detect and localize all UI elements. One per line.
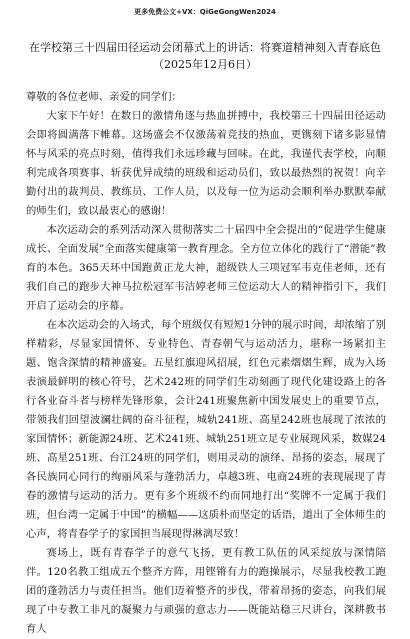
salutation: 尊敬的各位老师、亲爱的同学们：: [26, 91, 182, 103]
paragraph-greeting: 大家下午好！在数日的激情角逐与热血拼搏中，我校第三十四届田径运动会即将圆满落下帷幕。这场盛会不仅激荡着竞技的热血，更镌刻下诸多影显情怀与风采的亮点时刻，值得我们永远珍藏与回味。在此，我谨代表学校，向顺利完成各项赛事、斩获优异成绩的班级和运动员们，致以最热烈的祝贺！向辛勤付出的裁判员、教练员、工作人员，以及每一位为运动会顺利举办默默奉献的师生们，致以最衷心的感谢！: [26, 110, 386, 217]
document-body: [26, 88, 386, 639]
document-date: （2025年12月6日）: [153, 58, 257, 71]
header-note: 更多免费公文+VX：QiGeGongWen2024: [134, 8, 276, 16]
document-title: 在学校第三十四届田径运动会闭幕式上的讲话：将赛道精神刻入青春底色: [29, 41, 381, 54]
paragraph-opening: 本次运动会的系列活动深入贯彻落实二十届四中全会提出的“促进学生健康成长、全面发展”全面落实健康第一教育理念。全方位立体化的践行了“潜能”教育的本色。365天环中国跑黄正龙大神，超级铁人三项冠军韦克佳老师，还有我们自己的跑步大神马拉松冠军韦洁婷老师三位运动大人的精神指引下，我们开启了运动会的序幕。: [26, 224, 386, 312]
paragraph-entrance-ceremony: 在本次运动会的入场式，每个班级仅有短短1分钟的展示时间，却浓缩了别样精彩，尽显家国情怀、专业特色、青春朝气与运动活力，堪称一场紧扣主题、饱含深情的精神盛宴。五星红旗迎风招展，红色元素熠熠生辉，成为入场表演最鲜明的核心符号，艺术242班的同学们生动刻画了现代化建设路上的各行各业奋斗者与榜样先锋形象，会计241班聚焦新中国发展史上的重要节点，带领我们回望波澜壮阔的奋斗征程，城轨241班、高星242班也展现了浓浓的家国情怀；新能源24班、艺术241班、城轨251班立足专业展现风采，数媒24班、高星251班、台江24班的同学们，则用灵动的演绎、昂扬的姿态，展现了各民族同心同行的绚丽风采与蓬勃活力，卓越3班、电商24班的表现展现了青春的激情与运动的活力。更有多个班级不约而同地打出“奖牌不一定属于我们班，但台湾一定属于中国”的横幅——这质朴而坚定的话语，道出了全体师生的心声，将青春学子的家国担当展现得淋漓尽致！: [26, 319, 386, 540]
paragraph-staff-showcase: 赛场上，既有青春学子的意气飞扬，更有教工队伍的风采绽放与深情陪伴。120名教工组成五个整齐方阵，用铿锵有力的跑操展示，尽显我校教工跑团的蓬勃活力与责任担当。他们迈着整齐的步伐，带着昂扬的姿态，向我们展现了中专教工非凡的凝聚力与顽强的意志力——既能站稳三尺讲台，深耕教书育人: [26, 547, 386, 635]
